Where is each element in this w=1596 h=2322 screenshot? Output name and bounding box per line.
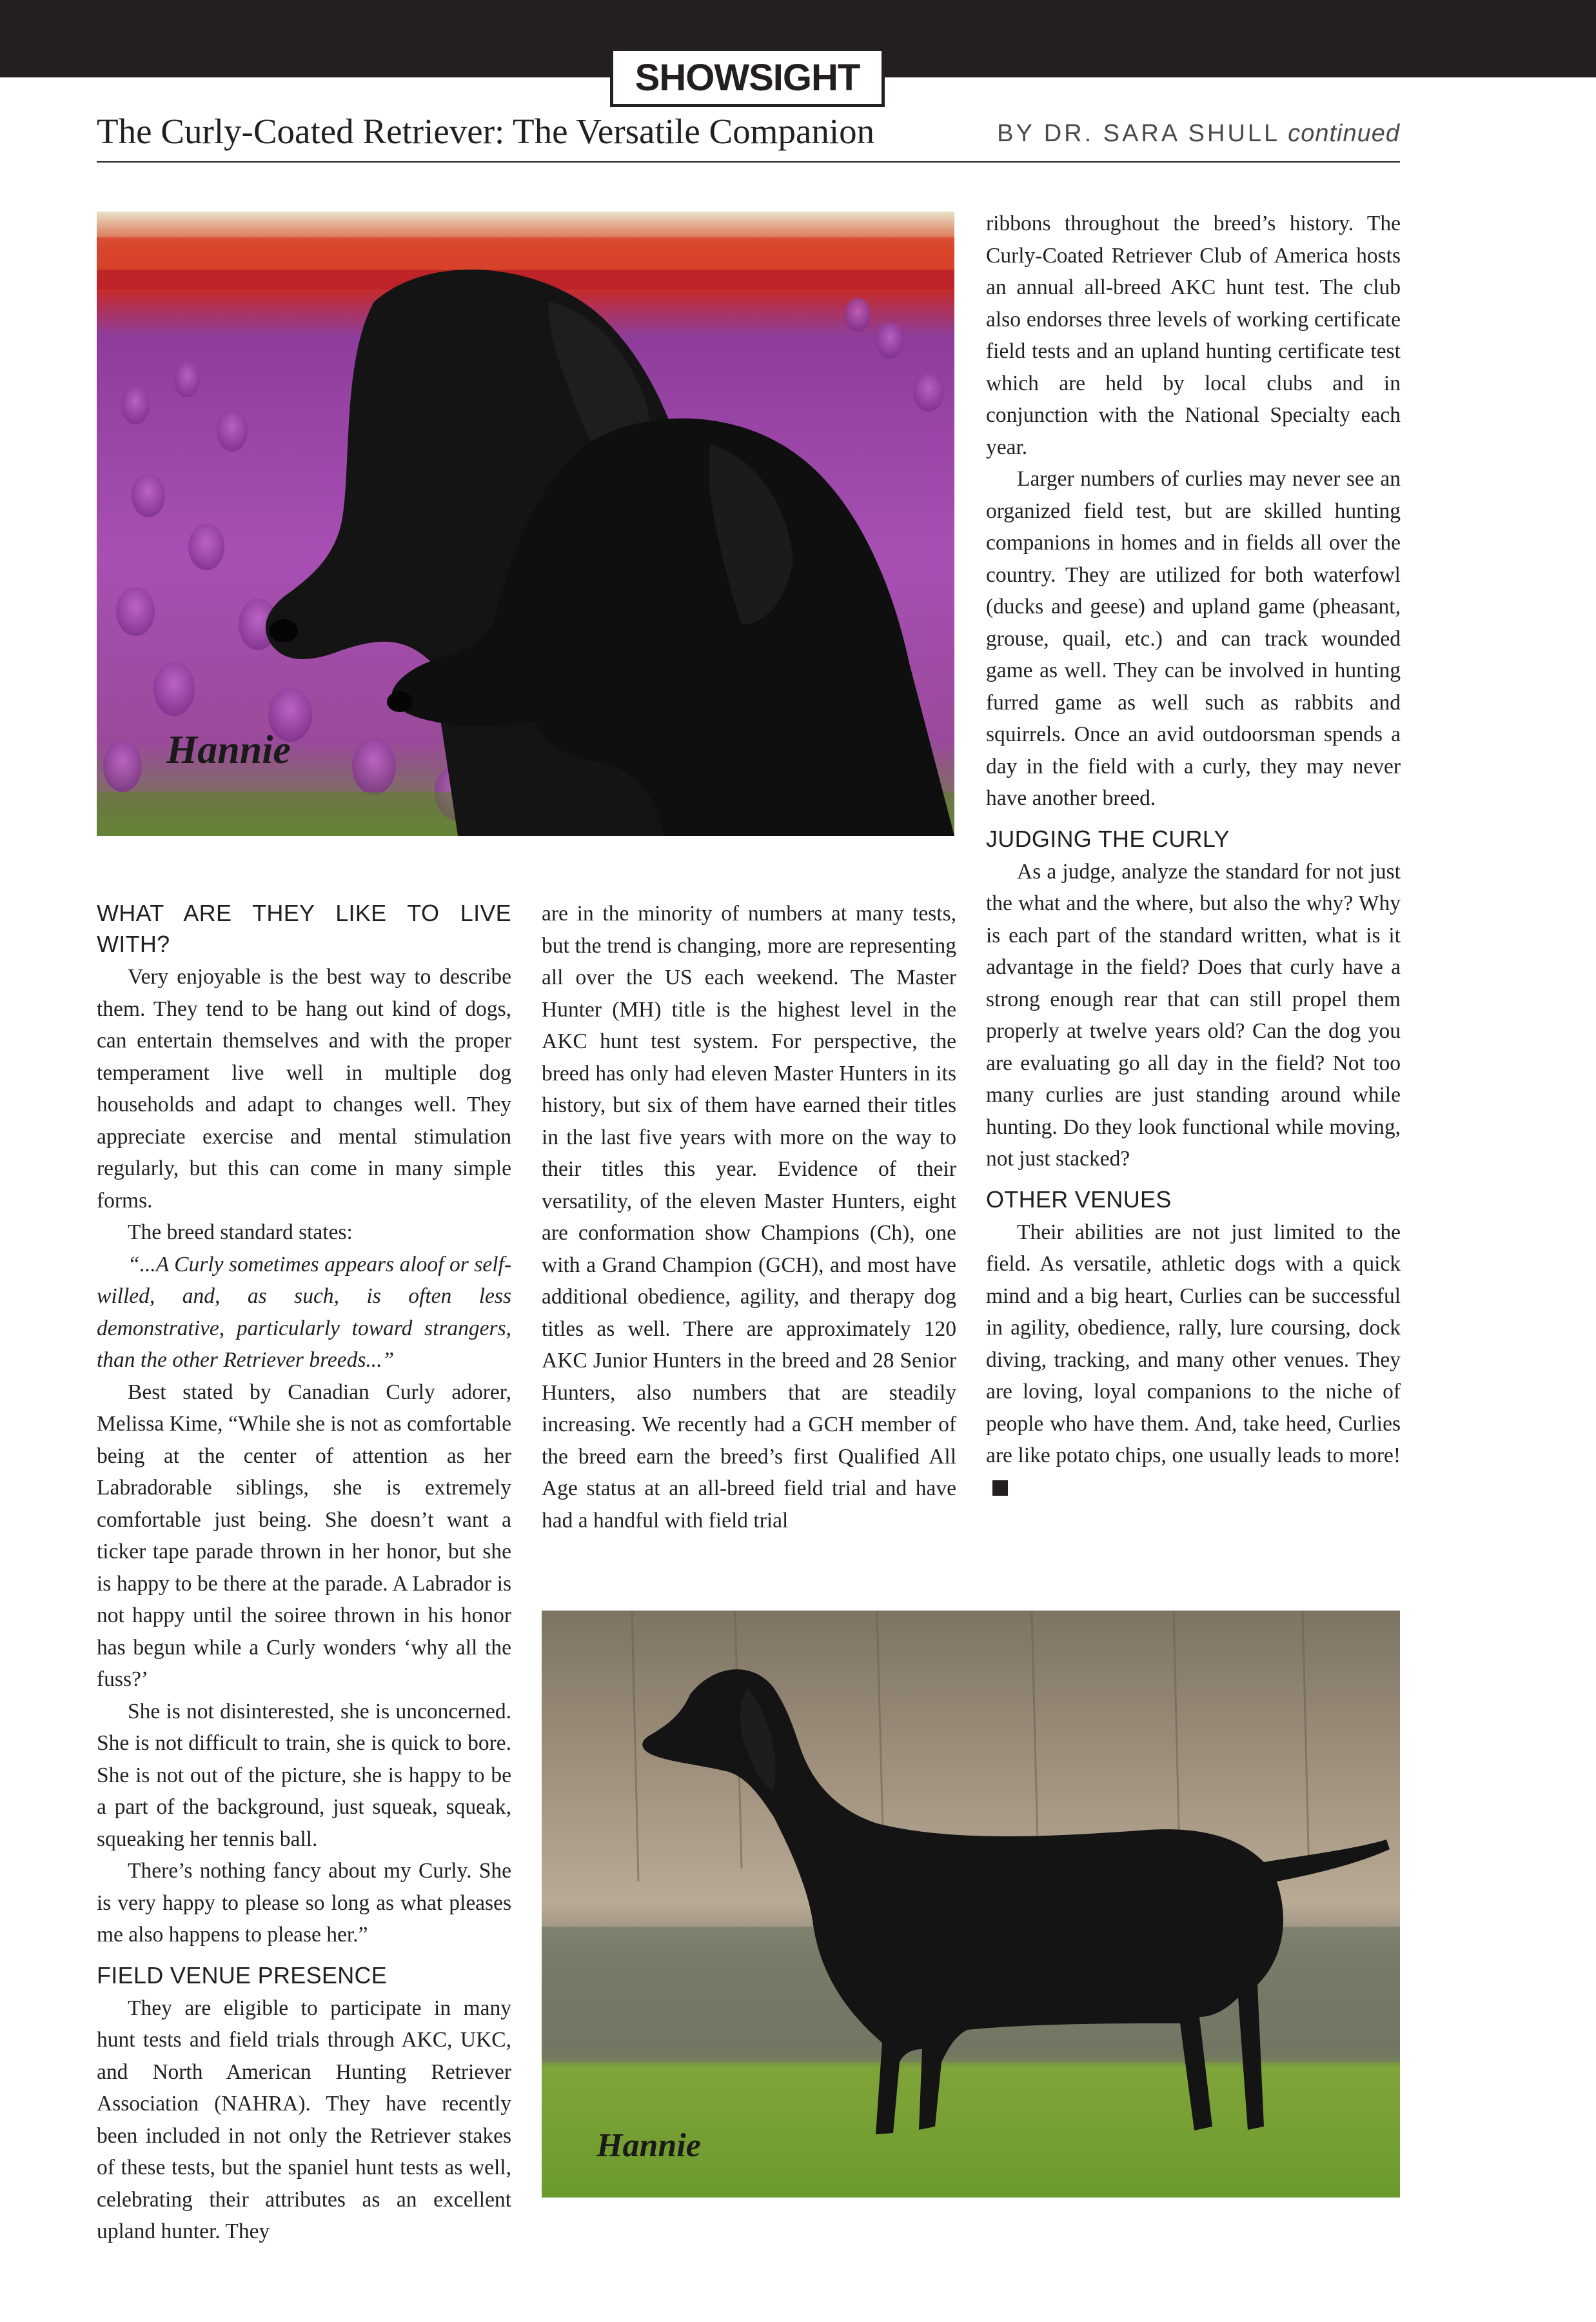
photo-standing-dog — [542, 1611, 1400, 2198]
breed-standard-quote: “...A Curly sometimes appears aloof or self-willed, and, as such, is often less demonstrative, particularly toward strangers, than the other Retriever breeds...” — [97, 1252, 511, 1372]
paragraph: Very enjoyable is the best way to describe them. They tend to be hang out kind of dogs, can entertain themselves and with the proper temperament live well in multiple dog households and adapt to changes well. They appreciate exercise and mental stimulation regularly, but this can come in many simple forms. — [97, 965, 511, 1213]
paragraph — [986, 1216, 1401, 1504]
byline-continued: continued — [1288, 120, 1400, 147]
article-column-3 — [986, 208, 1401, 1503]
paragraph: ribbons throughout the breed’s history. The Curly-Coated Retriever Club of America hosts an annual all-breed AKC hunt test. The club also endorses three levels of working certificate field tests and an upland hunting certificate test which are held by local clubs and in conjunction with the National Specialty each year. — [986, 212, 1401, 459]
photo-tulip-field-dogs — [97, 212, 954, 836]
section-heading: OTHER VENUES — [986, 1186, 1172, 1213]
article-column-2 — [542, 898, 956, 1536]
paragraph: They are eligible to participate in many hunt tests and field trials through AKC, UKC, and North American Hunting Retriever Association (NAHRA). They have recently been included in not only the Retriever stakes of these tests, but the spaniel hunt tests as well, celebrating their attributes as an excellent upland hunter. They — [97, 1996, 511, 2243]
section-heading: WHAT ARE THEY LIKE TO LIVE WITH? — [97, 900, 511, 957]
final-paragraph-text: Their abilities are not just limited to the field. As versatile, athletic dogs with a quick mind and a big heart, Curlies can be successful in agility, obedience, rally, lure coursing, dock diving, tracking, and many other venues. They are loving, loyal companions to the niche of people who have them. And, take heed, Curlies are like potato chips, one usually leads to more! — [986, 1220, 1401, 1467]
article-title: The Curly-Coated Retriever: The Versatile Companion — [97, 112, 875, 151]
paragraph: As a judge, analyze the standard for not just the what and the where, but also the why? Why is each part of the standard written, what is it advantage in the field? Does that curly have a strong enough rear that can still propel them properly at twelve years old? Can the dog you are evaluating go all day in the field? Not too many curlies are just standing around while hunting. Do they look functional while moving, not just stacked? — [986, 859, 1401, 1171]
paragraph: are in the minority of numbers at many tests, but the trend is changing, more are representing all over the US each weekend. The Master Hunter (MH) title is the highest level in the AKC hunt test system. For perspective, the breed has only had eleven Master Hunters in its history, but six of them have earned their titles in the last five years with more on the way to their titles this year. Evidence of their versatility, of the eleven Master Hunters, eight are conformation show Champions (Ch), one with a Grand Champion (GCH), and most have additional obedience, agility, and therapy dog titles as well. There are approximately 120 AKC Junior Hunters in the breed and 28 Senior Hunters, also numbers that are steadily increasing. We recently had a GCH member of the breed earn the breed’s first Qualified All Age status at an all-breed field trial and have had a handful with field trial — [542, 902, 956, 1533]
standing-dog-image — [542, 1611, 1400, 2198]
byline-author: BY DR. SARA SHULL — [997, 120, 1281, 147]
section-heading: FIELD VENUE PRESENCE — [97, 1961, 388, 1989]
byline — [997, 120, 1400, 148]
paragraph: The breed standard states: — [128, 1220, 353, 1244]
photographer-signature: Hannie — [166, 728, 291, 772]
paragraph: Larger numbers of curlies may never see an organized field test, but are skilled hunting companions in homes and in fields all over the country. They are utilized for both waterfowl (ducks and geese) and upland game (pheasant, grouse, quail, etc.) and can track wounded game as well. They can be involved in hunting furred game as well such as rabbits and squirrels. Once an avid outdoorsman spends a day in the field with a curly, they may never have another breed. — [986, 467, 1401, 810]
photographer-signature: Hannie — [596, 2127, 701, 2164]
magazine-logo: SHOWSIGHT — [610, 48, 885, 107]
paragraph: She is not disinterested, she is unconcerned. She is not difficult to train, she is quick to bore. She is not out of the picture, she is happy to be a part of the background, just squeak, squeak, squeaking her tennis ball. — [97, 1699, 511, 1851]
section-heading: JUDGING THE CURLY — [986, 825, 1230, 852]
end-mark-icon — [992, 1480, 1008, 1496]
paragraph: Best stated by Canadian Curly adorer, Melissa Kime, “While she is not as comfortable being at the center of attention as her Labradorable siblings, she is extremely comfortable just being. She doesn’t want a ticker tape parade thrown in her honor, but she is happy to be there at the parade. A Labrador is not happy until the soiree thrown in his honor has begun while a Curly wonders ‘why all the fuss?’ — [97, 1380, 511, 1691]
paragraph: There’s nothing fancy about my Curly. She is very happy to please so long as what pleases me also happens to please her.” — [97, 1859, 511, 1947]
header-rule — [97, 161, 1400, 163]
article-column-1 — [97, 898, 511, 2248]
